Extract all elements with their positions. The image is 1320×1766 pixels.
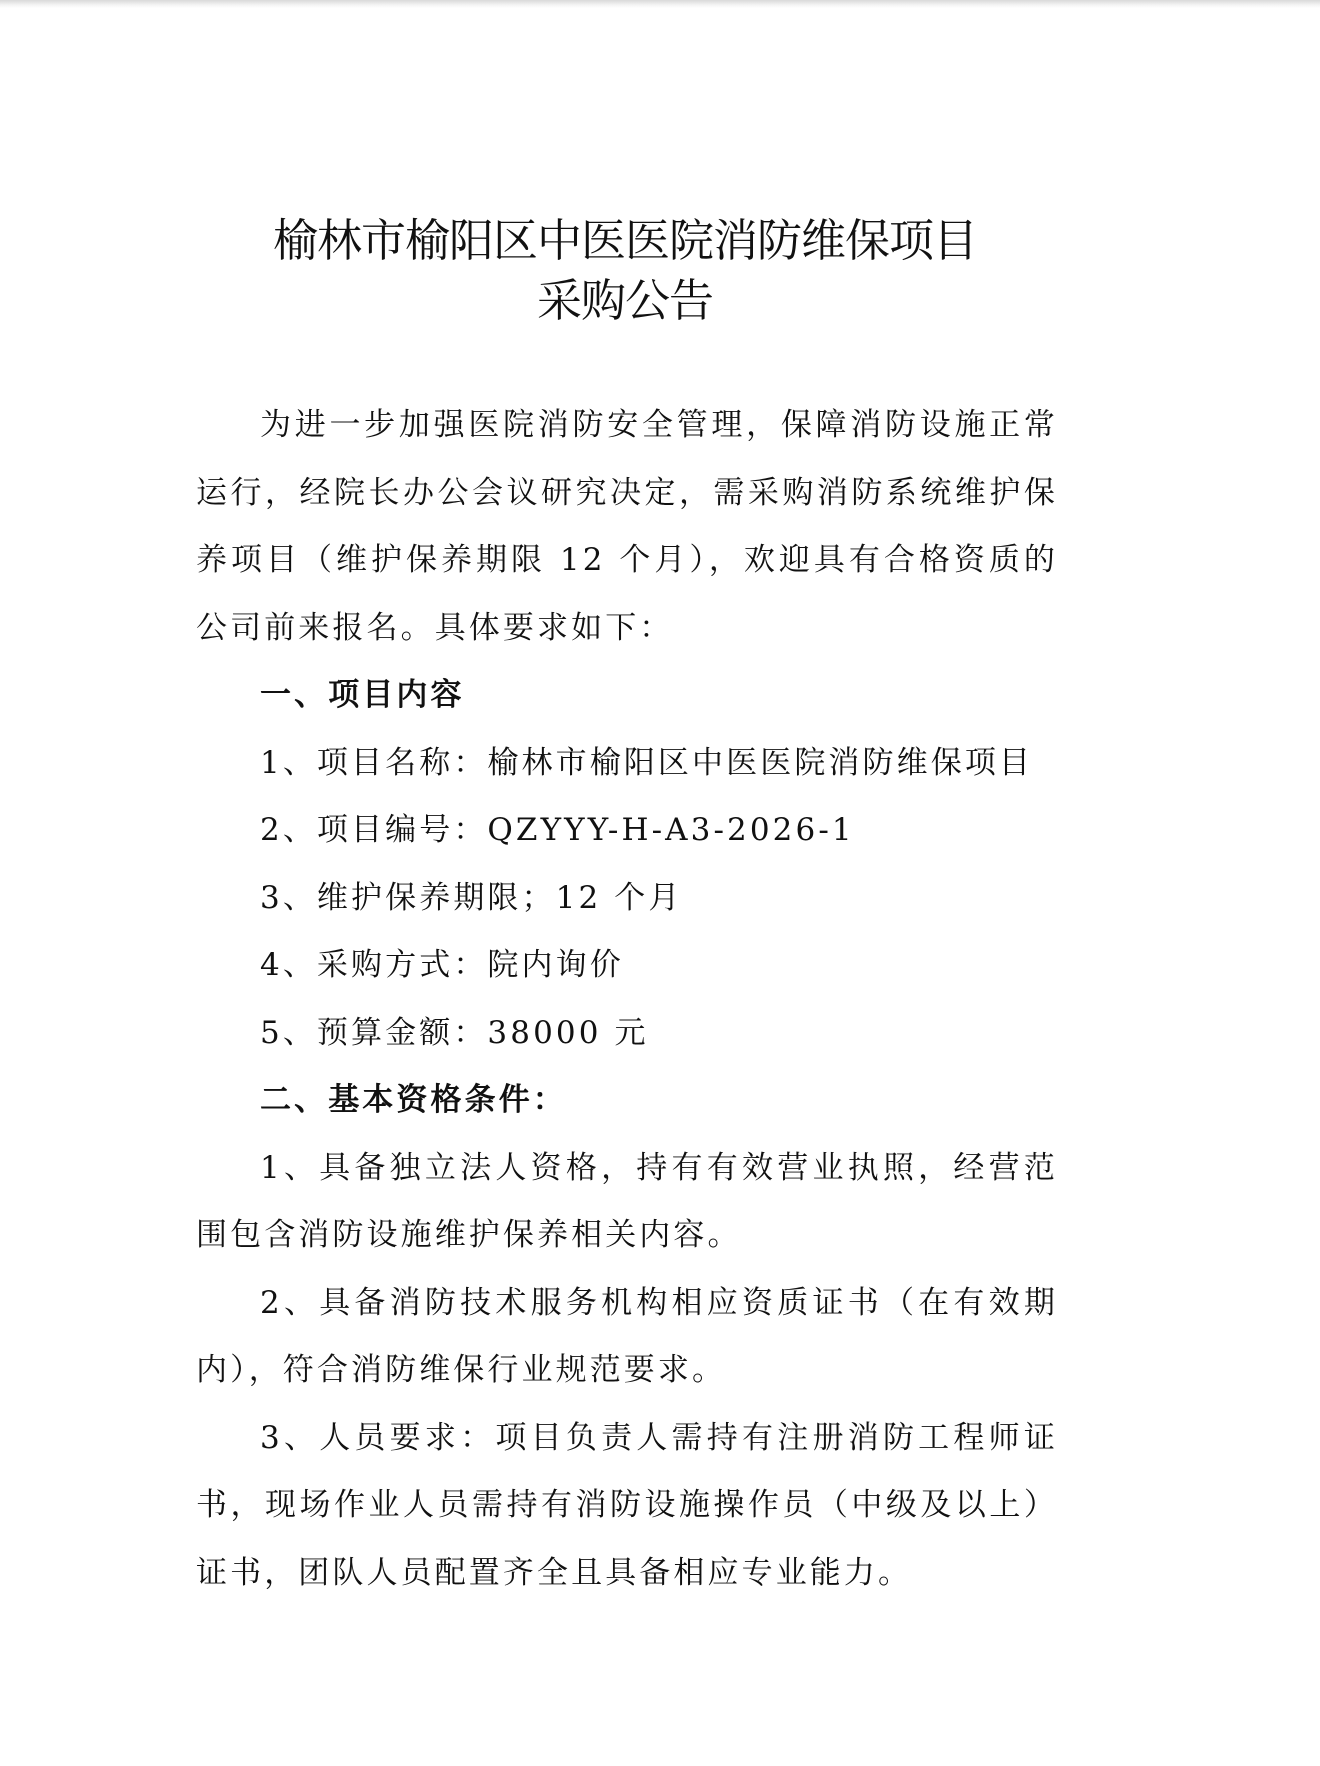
section-2-item: 3、人员要求：项目负责人需持有注册消防工程师证书，现场作业人员需持有消防设施操作员（中级及以上）证书，团队人员配置齐全且具备相应专业能力。 xyxy=(196,1419,1058,1591)
section-2-heading: 二、基本资格条件： xyxy=(260,1082,567,1118)
section-2-item: 1、具备独立法人资格，持有有效营业执照，经营范围包含消防设施维护保养相关内容。 xyxy=(196,1149,1058,1253)
section-2-item: 2、具备消防技术服务机构相应资质证书（在有效期内），符合消防维保行业规范要求。 xyxy=(196,1284,1058,1388)
intro-paragraph: 为进一步加强医院消防安全管理，保障消防设施正常运行，经院长办公会议研究决定，需采购消防系统维护保养项目（维护保养期限 12 个月），欢迎具有合格资质的公司前来报名。具体要求如下： xyxy=(196,407,1058,646)
section-1-item: 1、项目名称：榆林市榆阳区中医医院消防维保项目 xyxy=(260,744,1034,781)
section-1-item: 2、项目编号：QZYYY-H-A3-2026-1 xyxy=(260,812,855,848)
section-1-item: 4、采购方式：院内询价 xyxy=(260,947,624,983)
document-title-line-2: 采购公告 xyxy=(536,274,713,327)
document-title-line-1: 榆林市榆阳区中医医院消防维保项目 xyxy=(272,214,977,267)
section-1-heading: 一、项目内容 xyxy=(260,677,465,713)
section-1-item: 5、预算金额：38000 元 xyxy=(260,1014,649,1051)
document-body xyxy=(196,392,1058,1607)
section-1-item: 3、维护保养期限；12 个月 xyxy=(260,879,683,916)
